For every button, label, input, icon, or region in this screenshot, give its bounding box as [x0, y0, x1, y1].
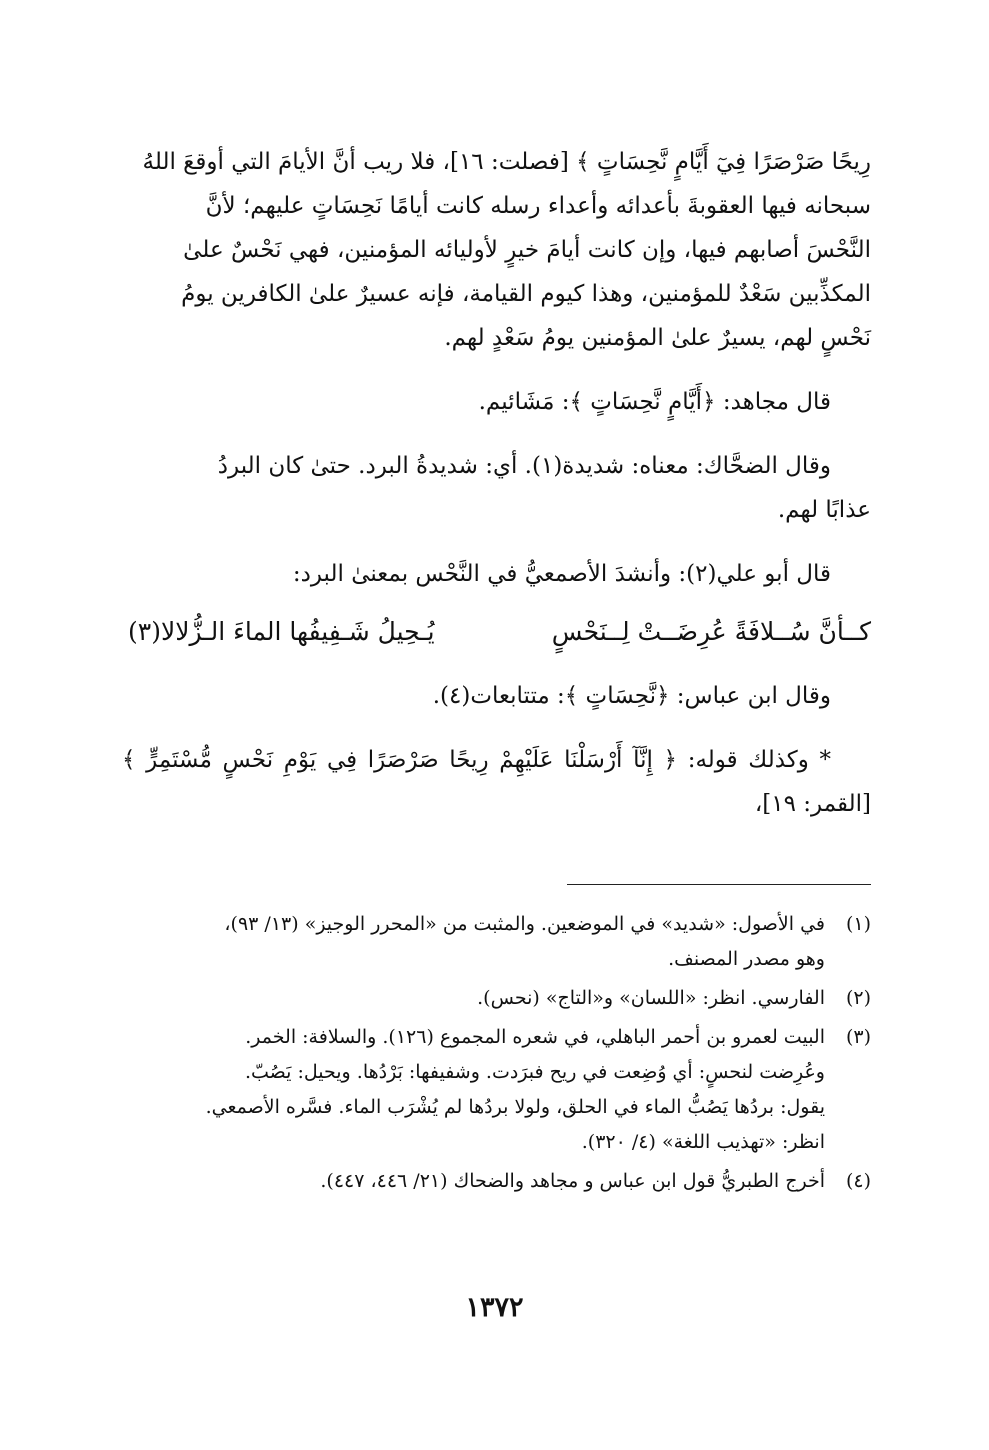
paragraph-ibn-abbas: وقال ابن عباس: ﴿نَّحِسَاتٍ ﴾: متتابعات(٤).	[432, 683, 831, 709]
footnote-number: (٣)	[845, 1026, 871, 1048]
paragraph-quran-commentary	[122, 140, 871, 360]
footnote-line: في الأصول: «شديد» في الموضعين. والمثبت من «المحرر الوجيز» (١٣/ ٩٣)،	[224, 913, 825, 935]
footnote-item	[122, 1164, 871, 1199]
footnote-number: (١)	[845, 913, 871, 935]
paragraph-mujahid: قال مجاهد: ﴿أَيَّامٍ نَّحِسَاتٍ ﴾: مَشَائيم.	[478, 389, 831, 415]
footnote-text	[122, 1020, 825, 1160]
footnote-line: وعُرِضت لنحسٍ: أي وُضِعت في ريح فبرَدت. وشفيفها: بَرْدُها. ويحيل: يَصُبّ.	[244, 1061, 825, 1083]
footnote-line: أخرج الطبريُّ قول ابن عباس و مجاهد والضحاك (٢١/ ٤٤٦، ٤٤٧).	[320, 1170, 825, 1192]
verse-first-hemistich: كــأنَّ سُــلافَةً عُرِضَــتْ لِــنَحْسٍ	[551, 617, 871, 646]
footnote-line: انظر: «تهذيب اللغة» (٤/ ٣٢٠).	[581, 1131, 825, 1153]
footnotes	[122, 907, 871, 1199]
footnote-text	[122, 1164, 825, 1199]
footnote-number: (٢)	[845, 987, 871, 1009]
text-line: عذابًا لهم.	[777, 497, 871, 523]
footnote-divider	[567, 884, 871, 885]
page-number: ١٣٧٢	[465, 1292, 524, 1323]
paragraph-qamar-verse: * وكذلك قوله: ﴿ إِنَّآ أَرْسَلْنَا عَلَيْهِمْ رِيحًا صَرْصَرًا فِي يَوْمِ نَحْسٍ مُّسْتَمِرٍّ ﴾ [القمر: ١٩]،	[122, 747, 871, 817]
footnote-line: يقول: بردُها يَصُبُّ الماء في الحلق، ولولا بردُها لم يُشْرَب الماء. فسَّره الأصمعي.	[205, 1096, 825, 1118]
paragraph-dahhak	[122, 444, 871, 532]
text-line: نَحْسٍ لهم، يسيرٌ علىٰ المؤمنين يومُ سَعْدٍ لهم.	[444, 325, 871, 351]
text-line: وقال الضحَّاك: معناه: شديدة(١). أي: شديدةُ البرد. حتىٰ كان البردُ	[217, 453, 831, 479]
verse-second-hemistich: يُـحِيلُ شَـفِيفُها الماءَ الـزُّلالا(٣)	[128, 617, 435, 646]
footnote-item	[122, 907, 871, 977]
text-line: النَّحْسَ أصابهم فيها، وإن كانت أيامَ خيرٍ لأوليائه المؤمنين، فهي نَحْسٌ علىٰ	[183, 237, 871, 263]
footnote-item	[122, 981, 871, 1016]
poetry-verse	[122, 610, 871, 654]
text-line: المكذِّبين سَعْدٌ للمؤمنين، وهذا كيوم القيامة، فإنه عسيرٌ علىٰ الكافرين يومُ	[181, 281, 871, 307]
footnote-line: الفارسي. انظر: «اللسان» و«التاج» (نحس).	[477, 987, 825, 1009]
footnote-text	[122, 981, 825, 1016]
footnote-text	[122, 907, 825, 977]
text-line: رِيحًا صَرْصَرًا فِيٓ أَيَّامٍ نَّحِسَاتٍ ﴾ [فصلت: ١٦]، فلا ريب أنَّ الأيامَ التي أوقعَ اللهُ	[142, 149, 871, 175]
paragraph-abu-ali: قال أبو علي(٢): وأنشدَ الأصمعيُّ في النَّحْس بمعنىٰ البرد:	[292, 561, 831, 587]
text-line: سبحانه فيها العقوبةَ بأعدائه وأعداء رسله كانت أيامًا نَحِسَاتٍ عليهم؛ لأنَّ	[205, 193, 871, 219]
footnote-line: البيت لعمرو بن أحمر الباهلي، في شعره المجموع (١٢٦). والسلافة: الخمر.	[245, 1026, 825, 1048]
footnote-item	[122, 1020, 871, 1160]
footnote-line: وهو مصدر المصنف.	[668, 948, 825, 970]
footnote-number: (٤)	[845, 1170, 871, 1192]
